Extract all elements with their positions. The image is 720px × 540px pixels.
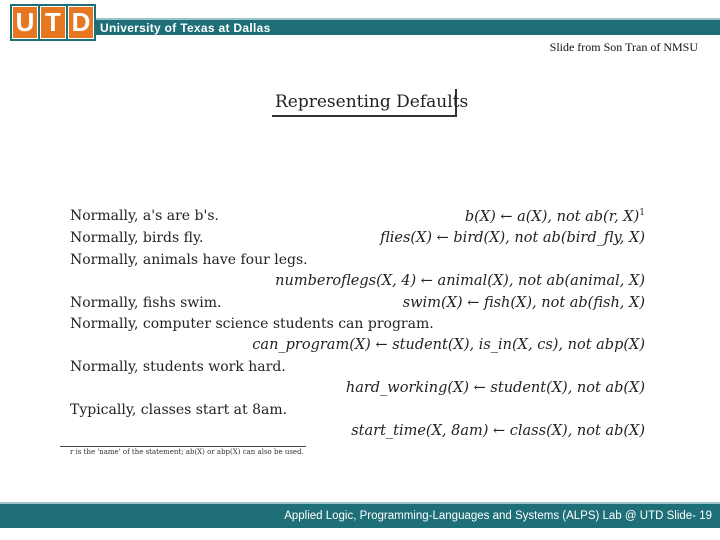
statement-classes: Typically, classes start at 8am. bbox=[70, 402, 288, 418]
statement-birds: Normally, birds fly. bbox=[70, 230, 204, 246]
utd-logo bbox=[10, 4, 96, 41]
header-bar bbox=[0, 0, 720, 40]
rule-start-time: start_time(X, 8am) ← class(X), not ab(X) bbox=[351, 423, 645, 439]
rule-a-b-text: b(X) ← a(X), not ab(r, X) bbox=[464, 208, 640, 225]
university-name: University of Texas at Dallas bbox=[100, 21, 271, 35]
header-strip bbox=[92, 18, 720, 35]
statement-fish: Normally, fishs swim. bbox=[70, 295, 222, 311]
rule-a-b bbox=[465, 208, 645, 225]
slide-attribution: Slide from Son Tran of NMSU bbox=[549, 40, 698, 54]
logo-letter-d: D bbox=[68, 6, 94, 39]
footer-text: Applied Logic, Programming-Languages and Systems (ALPS) Lab @ UTD Slide- 19 bbox=[284, 510, 712, 522]
footnote-marker: 1 bbox=[639, 208, 645, 218]
rule-hard-working: hard_working(X) ← student(X), not ab(X) bbox=[345, 380, 645, 396]
logo-letter-u: U bbox=[12, 6, 38, 39]
logo-letter-t: T bbox=[40, 6, 66, 39]
footnote-divider bbox=[60, 446, 306, 447]
rule-legs: numberoflegs(X, 4) ← animal(X), not ab(animal, X) bbox=[275, 273, 645, 289]
rule-swim: swim(X) ← fish(X), not ab(fish, X) bbox=[402, 295, 645, 311]
footnote: r is the 'name' of the statement; ab(X) or abp(X) can also be used. bbox=[70, 448, 304, 456]
rule-can-program: can_program(X) ← student(X), is_in(X, cs), not abp(X) bbox=[252, 337, 645, 353]
slide-title: Representing Defaults bbox=[272, 89, 457, 117]
statement-cs-students: Normally, computer science students can program. bbox=[70, 316, 434, 332]
footer-bar bbox=[0, 502, 720, 528]
statement-animals: Normally, animals have four legs. bbox=[70, 252, 308, 268]
statement-a-b: Normally, a's are b's. bbox=[70, 208, 219, 224]
statement-students: Normally, students work hard. bbox=[70, 359, 286, 375]
rule-flies: flies(X) ← bird(X), not ab(bird_fly, X) bbox=[380, 230, 645, 246]
